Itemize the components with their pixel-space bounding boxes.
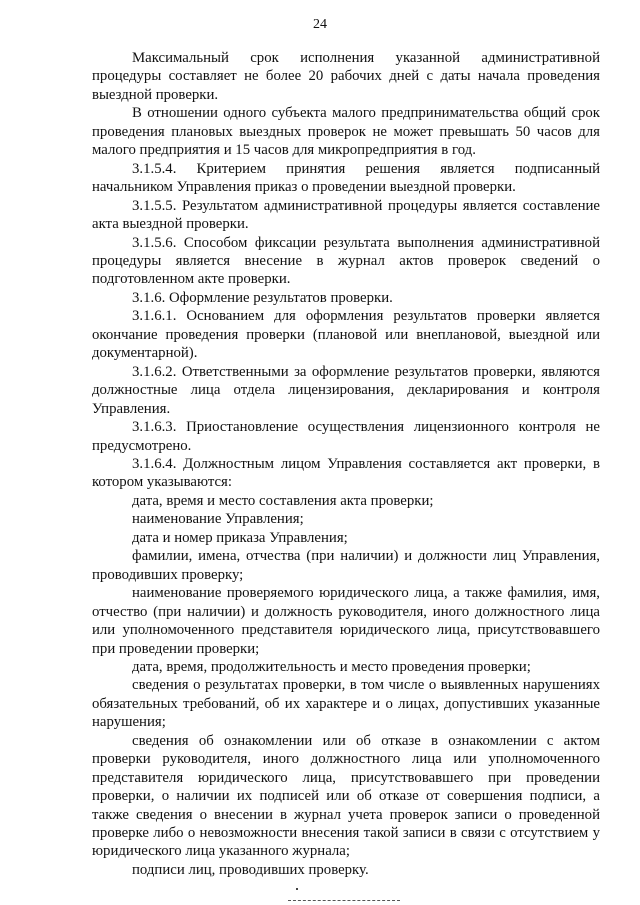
list-item: наименование Управления;	[132, 511, 304, 528]
list-item: фамилии, имена, отчества (при наличии) и должности лиц Управления, проводивших проверку;	[92, 548, 600, 583]
paragraph: В отношении одного субъекта малого предпринимательства общий срок проведения плановых выездных проверок не может превышать 50 часов для малого предприятия и 15 часов для микропредприятия в год.	[92, 105, 600, 159]
list-item: наименование проверяемого юридического лица, а также фамилия, имя, отчество (при наличии) и должность руководителя, иного должностного лица или уполномоченного представителя юридического лица, присутствовавшего при проведении проверки;	[92, 585, 600, 657]
paragraph: 3.1.5.6. Способом фиксации результата выполнения административной процедуры является внесение в журнал актов проверок сведений о подготовленном акте проверки.	[92, 234, 600, 288]
scan-mark	[296, 888, 298, 890]
page-number: 24	[313, 17, 327, 32]
paragraph: Максимальный срок исполнения указанной административной процедуры составляет не более 20 рабочих дней с даты начала проведения выездной проверки.	[92, 50, 600, 103]
paragraph: 3.1.6.1. Основанием для оформления результатов проверки является окончание проведения проверки (плановой или внеплановой, выездной или документарной).	[92, 308, 600, 362]
list-item: сведения об ознакомлении или об отказе в ознакомлении с актом проверки руководителя, иного должностного лица или уполномоченного представителя юридического лица, присутствовавшего при проведении проверки, о наличии их подписей или об отказе от совершения подписи, а также сведения о внесении в журнал учета проверок записи о проведенной проверке либо о невозможности внесения такой записи в связи с отсутствием у юридического лица указанного журнала;	[92, 732, 600, 860]
footer-rule	[288, 900, 400, 902]
paragraph: 3.1.6.4. Должностным лицом Управления составляется акт проверки, в котором указываются:	[92, 455, 600, 491]
document-body	[92, 49, 600, 879]
paragraph: 3.1.6.2. Ответственными за оформление результатов проверки, являются должностные лица отдела лицензирования, декларирования и контроля Управления.	[92, 363, 600, 417]
paragraph: 3.1.6. Оформление результатов проверки.	[132, 289, 393, 306]
paragraph: 3.1.5.4. Критерием принятия решения является подписанный начальником Управления приказ о проведении выездной проверки.	[92, 160, 600, 196]
list-item: дата, время и место составления акта проверки;	[132, 492, 434, 509]
paragraph: 3.1.5.5. Результатом административной процедуры является составление акта выездной проверки.	[92, 197, 600, 233]
list-item: подписи лиц, проводивших проверку.	[132, 861, 369, 878]
list-item: дата и номер приказа Управления;	[132, 529, 348, 546]
paragraph: 3.1.6.3. Приостановление осуществления лицензионного контроля не предусмотрено.	[92, 419, 600, 454]
list-item: дата, время, продолжительность и место проведения проверки;	[132, 658, 531, 675]
list-item: сведения о результатах проверки, в том числе о выявленных нарушениях обязательных требований, об их характере и о лицах, допустивших указанные нарушения;	[92, 677, 600, 731]
